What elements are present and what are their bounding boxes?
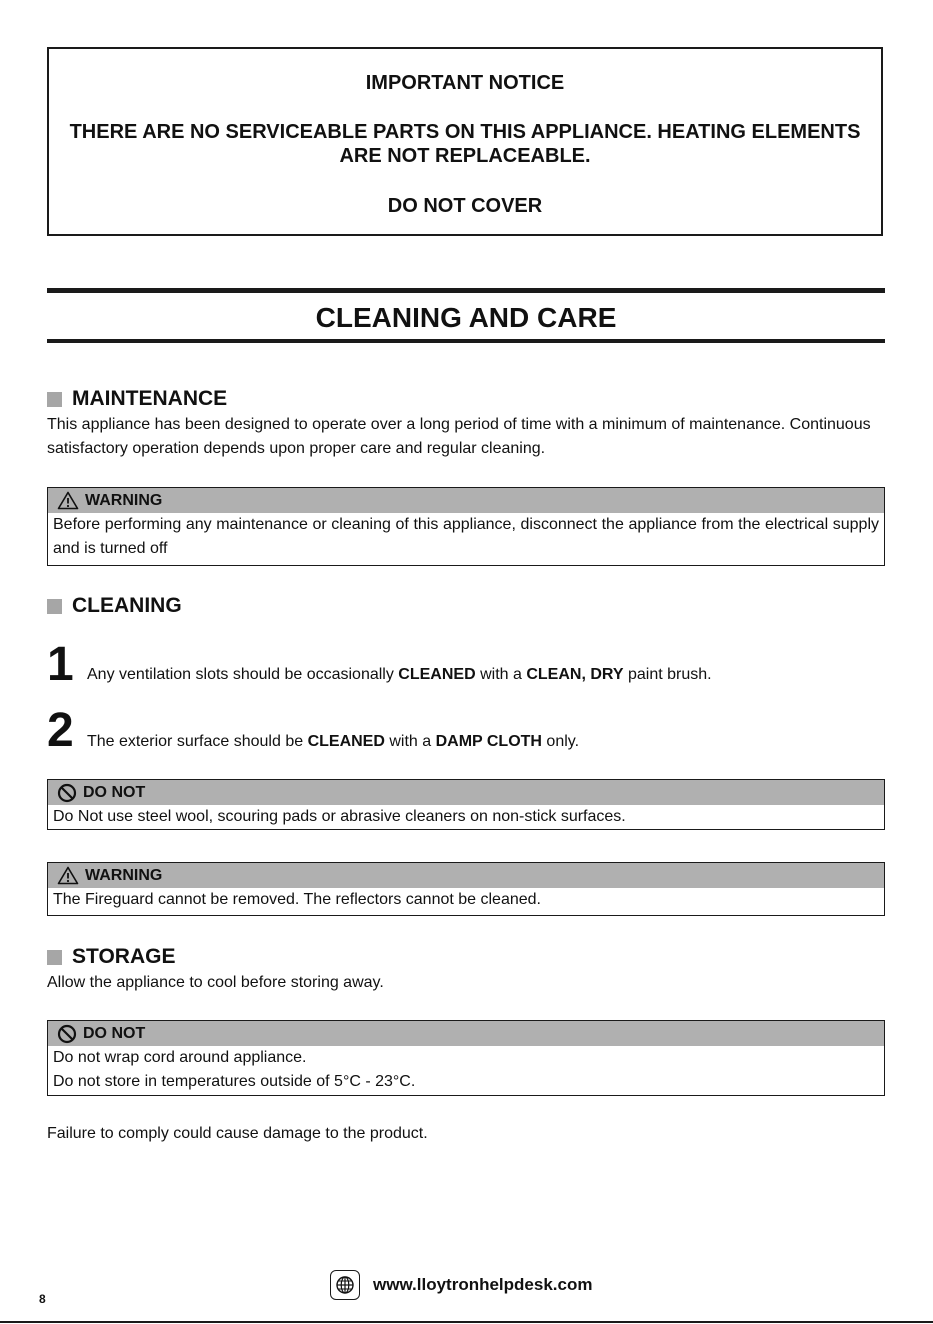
important-notice-box [47,47,883,236]
notice-do-not-cover: DO NOT COVER [387,195,543,217]
square-bullet-icon [47,392,62,407]
footer-website[interactable] [330,1270,592,1300]
warning-bar [48,863,884,888]
cleaning-heading-text: CLEANING [72,594,182,617]
maintenance-heading [47,386,227,412]
storage-heading-text: STORAGE [72,945,176,968]
page-number: 8 [39,1292,46,1306]
warning-callout-maintenance [47,487,885,566]
failure-text: Failure to comply could cause damage to the product. [47,1125,428,1142]
do-not-bar [48,780,884,805]
maintenance-heading-text: MAINTENANCE [72,387,228,410]
footer-url-text[interactable]: www.lloytronhelpdesk.com [373,1275,593,1294]
step-text-2: The exterior surface should be CLEANED with a DAMP CLOTH only. [87,733,580,750]
footer-rule [0,1321,933,1323]
square-bullet-icon [47,950,62,965]
maintenance-text: This appliance has been designed to operate over a long period of time with a minimum of maintenance. Continuous satisfactory operation depends upon proper care and regular cleaning. [47,416,871,457]
warning-text: Before performing any maintenance or cleaning of this appliance, disconnect the appliance from the electrical supply and is turned off [53,516,879,557]
warning-label: WARNING [85,491,163,509]
do-not-callout-storage [47,1020,885,1096]
notice-text: THERE ARE NO SERVICEABLE PARTS ON THIS APPLIANCE. HEATING ELEMENTS ARE NOT REPLACEABLE. [69,121,861,167]
do-not-line-2: Do not store in temperatures outside of 5°C - 23°C. [53,1073,416,1090]
section-rule-bottom [47,339,885,343]
globe-icon [330,1270,360,1300]
section-title: CLEANING AND CARE [315,302,617,333]
square-bullet-icon [47,599,62,614]
section-rule-top [47,288,885,293]
do-not-text: Do Not use steel wool, scouring pads or abrasive cleaners on non-stick surfaces. [53,808,626,825]
step-text-1: Any ventilation slots should be occasionally CLEANED with a CLEAN, DRY paint brush. [87,666,712,683]
warning-triangle-icon [57,866,79,885]
do-not-line-1: Do not wrap cord around appliance. [53,1049,307,1066]
do-not-label: DO NOT [83,1024,146,1042]
warning-callout-fireguard [47,862,885,916]
step-number-1: 1 [47,638,74,691]
step-number-2: 2 [47,704,74,757]
warning-label: WARNING [85,866,163,884]
warning-text: The Fireguard cannot be removed. The reflectors cannot be cleaned. [53,891,541,908]
do-not-label: DO NOT [83,783,146,801]
storage-heading [47,944,175,970]
prohibition-icon [57,783,77,803]
prohibition-icon [57,1024,77,1044]
cleaning-heading [47,593,182,619]
do-not-bar [48,1021,884,1046]
warning-bar [48,488,884,513]
warning-triangle-icon [57,491,79,510]
notice-title: IMPORTANT NOTICE [365,72,565,94]
storage-text: Allow the appliance to cool before storing away. [47,974,384,991]
do-not-callout-cleaning [47,779,885,830]
